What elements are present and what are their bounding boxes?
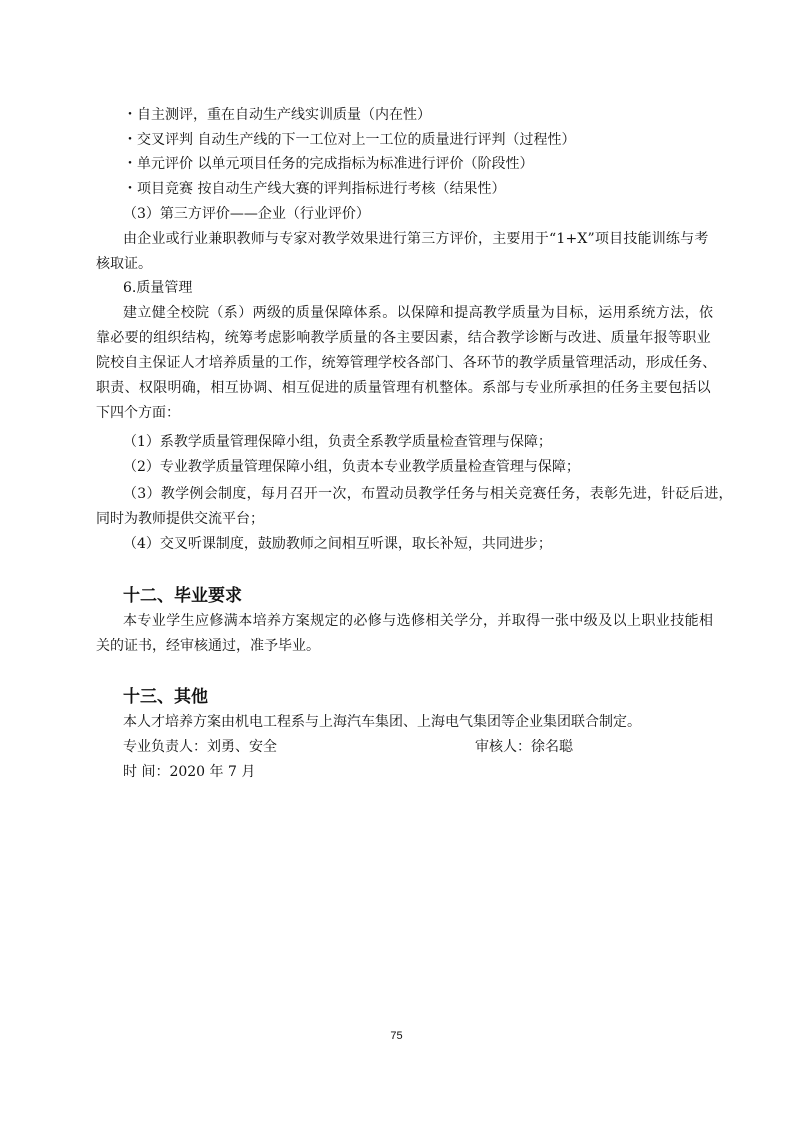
text-line: ・交叉评判 自动生产线的下一工位对上一工位的质量进行评判（过程性） xyxy=(123,132,576,148)
text-line: 靠必要的组织结构，统筹考虑影响教学质量的各主要因素，结合教学诊断与改进、质量年报等职业 xyxy=(96,330,711,346)
section-heading: 十二、毕业要求 xyxy=(123,586,242,606)
subsection-title: 6.质量管理 xyxy=(123,280,193,296)
text-line: ・自主测评，重在自动生产线实训质量（内在性） xyxy=(123,107,431,123)
text-line: （3）第三方评价——企业（行业评价） xyxy=(123,206,370,222)
list-item: （2）专业教学质量管理保障小组，负责本专业教学质量检查管理与保障； xyxy=(123,459,580,475)
responsible-person: 专业负责人：刘勇、安全 xyxy=(123,739,277,755)
reviewer: 审核人：徐名聪 xyxy=(475,739,573,755)
text-line: 关的证书，经审核通过，准予毕业。 xyxy=(96,638,320,654)
list-item: （3）教学例会制度，每月召开一次，布置动员教学任务与相关竞赛任务，表彰先进，针砭后进， xyxy=(123,486,733,502)
text-line: 职责、权限明确，相互协调、相互促进的质量管理有机整体。系部与专业所承担的任务主要包括以 xyxy=(96,380,711,396)
list-item: （1）系教学质量管理保障小组，负责全系教学质量检查管理与保障； xyxy=(123,434,552,450)
section-heading: 十三、其他 xyxy=(123,687,208,707)
text-line: 建立健全校院（系）两级的质量保障体系。以保障和提高教学质量为目标，运用系统方法，依 xyxy=(123,305,714,321)
text-line: 同时为教师提供交流平台； xyxy=(96,511,264,527)
text-line: 由企业或行业兼职教师与专家对教学效果进行第三方评价，主要用于“1+X”项目技能训练与考 xyxy=(123,231,709,247)
text-line: 本人才培养方案由机电工程系与上海汽车集团、上海电气集团等企业集团联合制定。 xyxy=(123,714,641,730)
date-line: 时 间：2020 年 7 月 xyxy=(123,764,256,780)
text-line: 本专业学生应修满本培养方案规定的必修与选修相关学分，并取得一张中级及以上职业技能相 xyxy=(123,613,714,629)
text-line: ・项目竞赛 按自动生产线大赛的评判指标进行考核（结果性） xyxy=(123,181,506,197)
list-item: （4）交叉听课制度，鼓励教师之间相互听课，取长补短，共同进步； xyxy=(123,536,552,552)
text-line: ・单元评价 以单元项目任务的完成指标为标准进行评价（阶段性） xyxy=(123,156,534,172)
text-line: 核取证。 xyxy=(96,256,152,272)
page-number: 75 xyxy=(390,1030,403,1042)
text-line: 下四个方面： xyxy=(96,405,180,421)
text-line: 院校自主保证人才培养质量的工作，统筹管理学校各部门、各环节的教学质量管理活动，形成任务、 xyxy=(96,355,717,371)
